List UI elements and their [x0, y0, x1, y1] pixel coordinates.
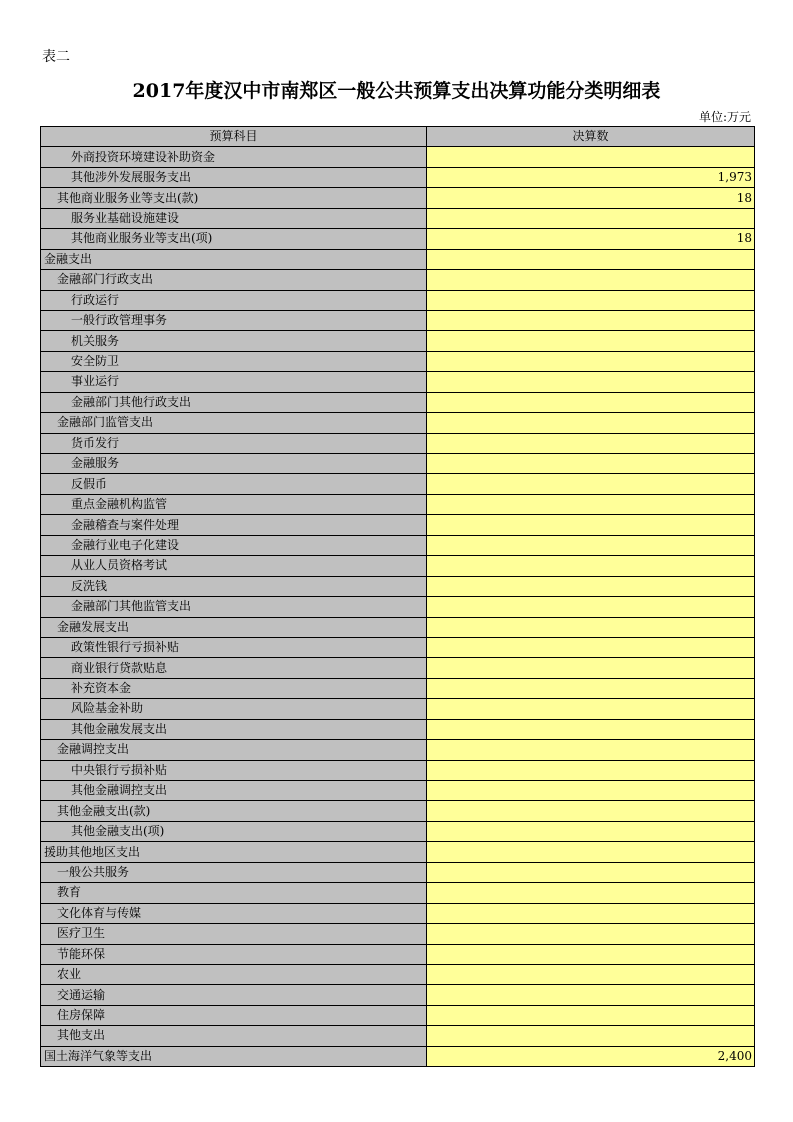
table-body — [41, 147, 755, 1067]
amount-cell: 18 — [427, 188, 755, 208]
amount-cell — [427, 351, 755, 371]
table-row — [41, 556, 755, 576]
amount-cell — [427, 270, 755, 290]
table-row — [41, 1046, 755, 1066]
table-row — [41, 372, 755, 392]
subject-cell: 农业 — [41, 964, 427, 984]
subject-cell: 机关服务 — [41, 331, 427, 351]
subject-cell: 服务业基础设施建设 — [41, 208, 427, 228]
table-row — [41, 208, 755, 228]
amount-cell — [427, 290, 755, 310]
amount-cell — [427, 740, 755, 760]
subject-cell: 住房保障 — [41, 1005, 427, 1025]
subject-cell: 反洗钱 — [41, 576, 427, 596]
amount-cell — [427, 208, 755, 228]
table-row — [41, 1005, 755, 1025]
table-row — [41, 903, 755, 923]
subject-cell: 安全防卫 — [41, 351, 427, 371]
subject-cell: 金融调控支出 — [41, 740, 427, 760]
table-row — [41, 821, 755, 841]
table-row — [41, 535, 755, 555]
table-row — [41, 167, 755, 187]
amount-cell — [427, 331, 755, 351]
amount-cell — [427, 372, 755, 392]
amount-cell — [427, 883, 755, 903]
table-row — [41, 454, 755, 474]
budget-table — [40, 126, 755, 1067]
subject-cell: 其他金融支出(项) — [41, 821, 427, 841]
amount-cell — [427, 515, 755, 535]
subject-cell: 其他支出 — [41, 1026, 427, 1046]
amount-cell — [427, 985, 755, 1005]
table-row — [41, 801, 755, 821]
column-header-subject: 预算科目 — [41, 127, 427, 147]
amount-cell: 2,400 — [427, 1046, 755, 1066]
table-header-row — [41, 127, 755, 147]
table-row — [41, 699, 755, 719]
amount-cell — [427, 699, 755, 719]
table-row — [41, 617, 755, 637]
table-row — [41, 147, 755, 167]
amount-cell — [427, 1026, 755, 1046]
table-row — [41, 229, 755, 249]
subject-cell: 政策性银行亏损补贴 — [41, 637, 427, 657]
amount-cell — [427, 249, 755, 269]
amount-cell — [427, 474, 755, 494]
table-row — [41, 413, 755, 433]
subject-cell: 金融部门行政支出 — [41, 270, 427, 290]
table-row — [41, 392, 755, 412]
amount-cell — [427, 147, 755, 167]
subject-cell: 其他金融发展支出 — [41, 719, 427, 739]
amount-cell — [427, 801, 755, 821]
table-row — [41, 842, 755, 862]
subject-cell: 金融发展支出 — [41, 617, 427, 637]
table-row — [41, 760, 755, 780]
table-row — [41, 964, 755, 984]
amount-cell — [427, 454, 755, 474]
subject-cell: 交通运输 — [41, 985, 427, 1005]
table-row — [41, 576, 755, 596]
amount-cell — [427, 862, 755, 882]
subject-cell: 重点金融机构监管 — [41, 494, 427, 514]
amount-cell — [427, 413, 755, 433]
subject-cell: 反假币 — [41, 474, 427, 494]
table-row — [41, 658, 755, 678]
table-row — [41, 515, 755, 535]
table-row — [41, 1026, 755, 1046]
table-row — [41, 270, 755, 290]
subject-cell: 外商投资环境建设补助资金 — [41, 147, 427, 167]
table-row — [41, 474, 755, 494]
table-row — [41, 597, 755, 617]
subject-cell: 行政运行 — [41, 290, 427, 310]
amount-cell — [427, 781, 755, 801]
subject-cell: 金融部门其他监管支出 — [41, 597, 427, 617]
amount-cell — [427, 310, 755, 330]
amount-cell — [427, 637, 755, 657]
subject-cell: 其他商业服务业等支出(款) — [41, 188, 427, 208]
sheet-tag: 表二 — [42, 49, 70, 65]
subject-cell: 金融行业电子化建设 — [41, 535, 427, 555]
subject-cell: 其他金融支出(款) — [41, 801, 427, 821]
unit-label: 单位:万元 — [698, 110, 751, 124]
subject-cell: 补充资本金 — [41, 678, 427, 698]
subject-cell: 金融服务 — [41, 454, 427, 474]
amount-cell — [427, 535, 755, 555]
amount-cell — [427, 944, 755, 964]
amount-cell — [427, 760, 755, 780]
table-row — [41, 249, 755, 269]
table-row — [41, 310, 755, 330]
amount-cell — [427, 433, 755, 453]
subject-cell: 货币发行 — [41, 433, 427, 453]
subject-cell: 医疗卫生 — [41, 924, 427, 944]
subject-cell: 教育 — [41, 883, 427, 903]
table-row — [41, 719, 755, 739]
subject-cell: 金融支出 — [41, 249, 427, 269]
amount-cell — [427, 842, 755, 862]
table-row — [41, 331, 755, 351]
table-row — [41, 924, 755, 944]
subject-cell: 节能环保 — [41, 944, 427, 964]
subject-cell: 金融部门其他行政支出 — [41, 392, 427, 412]
table-row — [41, 637, 755, 657]
amount-cell — [427, 821, 755, 841]
amount-cell — [427, 719, 755, 739]
subject-cell: 其他金融调控支出 — [41, 781, 427, 801]
table-row — [41, 351, 755, 371]
subject-cell: 一般行政管理事务 — [41, 310, 427, 330]
amount-cell — [427, 597, 755, 617]
table-row — [41, 433, 755, 453]
table-row — [41, 781, 755, 801]
subject-cell: 风险基金补助 — [41, 699, 427, 719]
subject-cell: 事业运行 — [41, 372, 427, 392]
subject-cell: 商业银行贷款贴息 — [41, 658, 427, 678]
column-header-amount: 决算数 — [427, 127, 755, 147]
table-row — [41, 944, 755, 964]
amount-cell — [427, 1005, 755, 1025]
table-row — [41, 678, 755, 698]
amount-cell — [427, 678, 755, 698]
amount-cell — [427, 494, 755, 514]
amount-cell — [427, 964, 755, 984]
table-row — [41, 740, 755, 760]
subject-cell: 援助其他地区支出 — [41, 842, 427, 862]
subject-cell: 其他涉外发展服务支出 — [41, 167, 427, 187]
amount-cell — [427, 576, 755, 596]
subject-cell: 从业人员资格考试 — [41, 556, 427, 576]
amount-cell — [427, 903, 755, 923]
subject-cell: 国土海洋气象等支出 — [41, 1046, 427, 1066]
amount-cell — [427, 658, 755, 678]
subject-cell: 金融部门监管支出 — [41, 413, 427, 433]
amount-cell — [427, 392, 755, 412]
page-title: 2017年度汉中市南郑区一般公共预算支出决算功能分类明细表 — [132, 80, 661, 102]
amount-cell: 1,973 — [427, 167, 755, 187]
subject-cell: 一般公共服务 — [41, 862, 427, 882]
amount-cell: 18 — [427, 229, 755, 249]
table-row — [41, 862, 755, 882]
subject-cell: 中央银行亏损补贴 — [41, 760, 427, 780]
table-row — [41, 883, 755, 903]
amount-cell — [427, 556, 755, 576]
table-row — [41, 290, 755, 310]
subject-cell: 其他商业服务业等支出(项) — [41, 229, 427, 249]
table-row — [41, 985, 755, 1005]
amount-cell — [427, 924, 755, 944]
table-row — [41, 188, 755, 208]
subject-cell: 金融稽查与案件处理 — [41, 515, 427, 535]
amount-cell — [427, 617, 755, 637]
subject-cell: 文化体育与传媒 — [41, 903, 427, 923]
table-row — [41, 494, 755, 514]
